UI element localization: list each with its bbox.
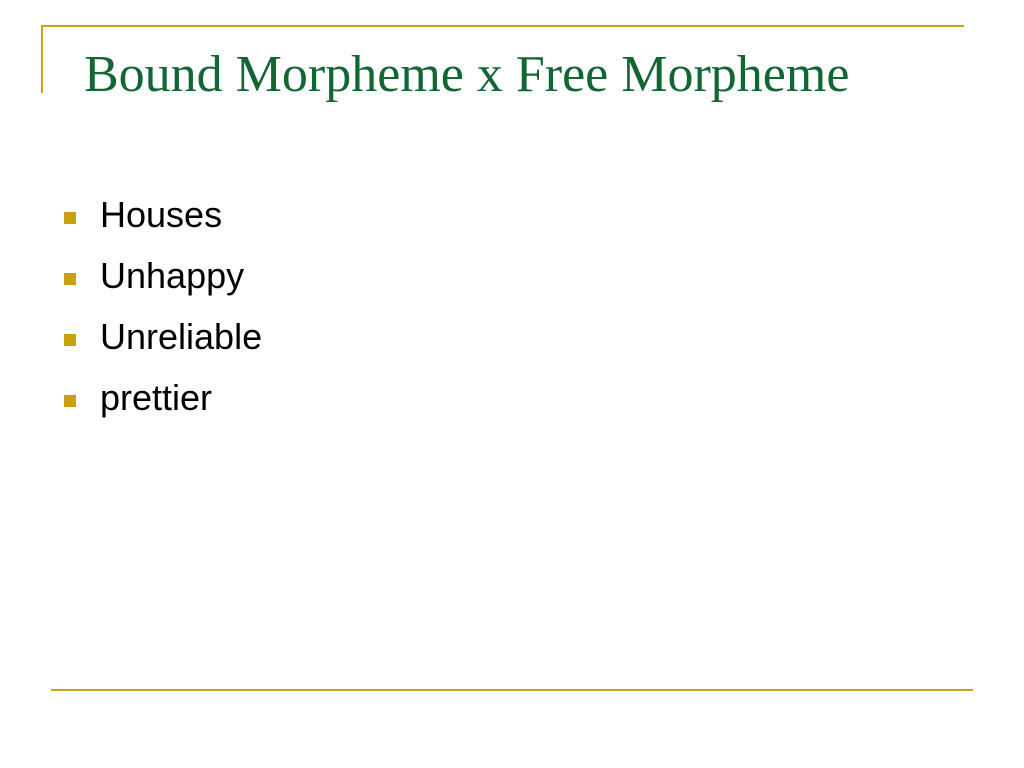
bullet-list bbox=[64, 184, 262, 428]
title-frame-left-rule bbox=[41, 25, 43, 93]
bullet-item bbox=[64, 367, 262, 428]
bullet-item bbox=[64, 306, 262, 367]
square-bullet-icon bbox=[64, 334, 76, 346]
bullet-item bbox=[64, 245, 262, 306]
slide-title: Bound Morpheme x Free Morpheme bbox=[84, 46, 850, 103]
bullet-text: prettier bbox=[100, 377, 213, 418]
footer-rule bbox=[51, 689, 973, 691]
square-bullet-icon bbox=[64, 273, 76, 285]
bullet-item bbox=[64, 184, 262, 245]
square-bullet-icon bbox=[64, 212, 76, 224]
bullet-text: Unhappy bbox=[100, 255, 245, 296]
bullet-text: Unreliable bbox=[100, 316, 263, 357]
square-bullet-icon bbox=[64, 395, 76, 407]
bullet-text: Houses bbox=[100, 194, 223, 235]
title-frame-top-rule bbox=[41, 25, 964, 27]
